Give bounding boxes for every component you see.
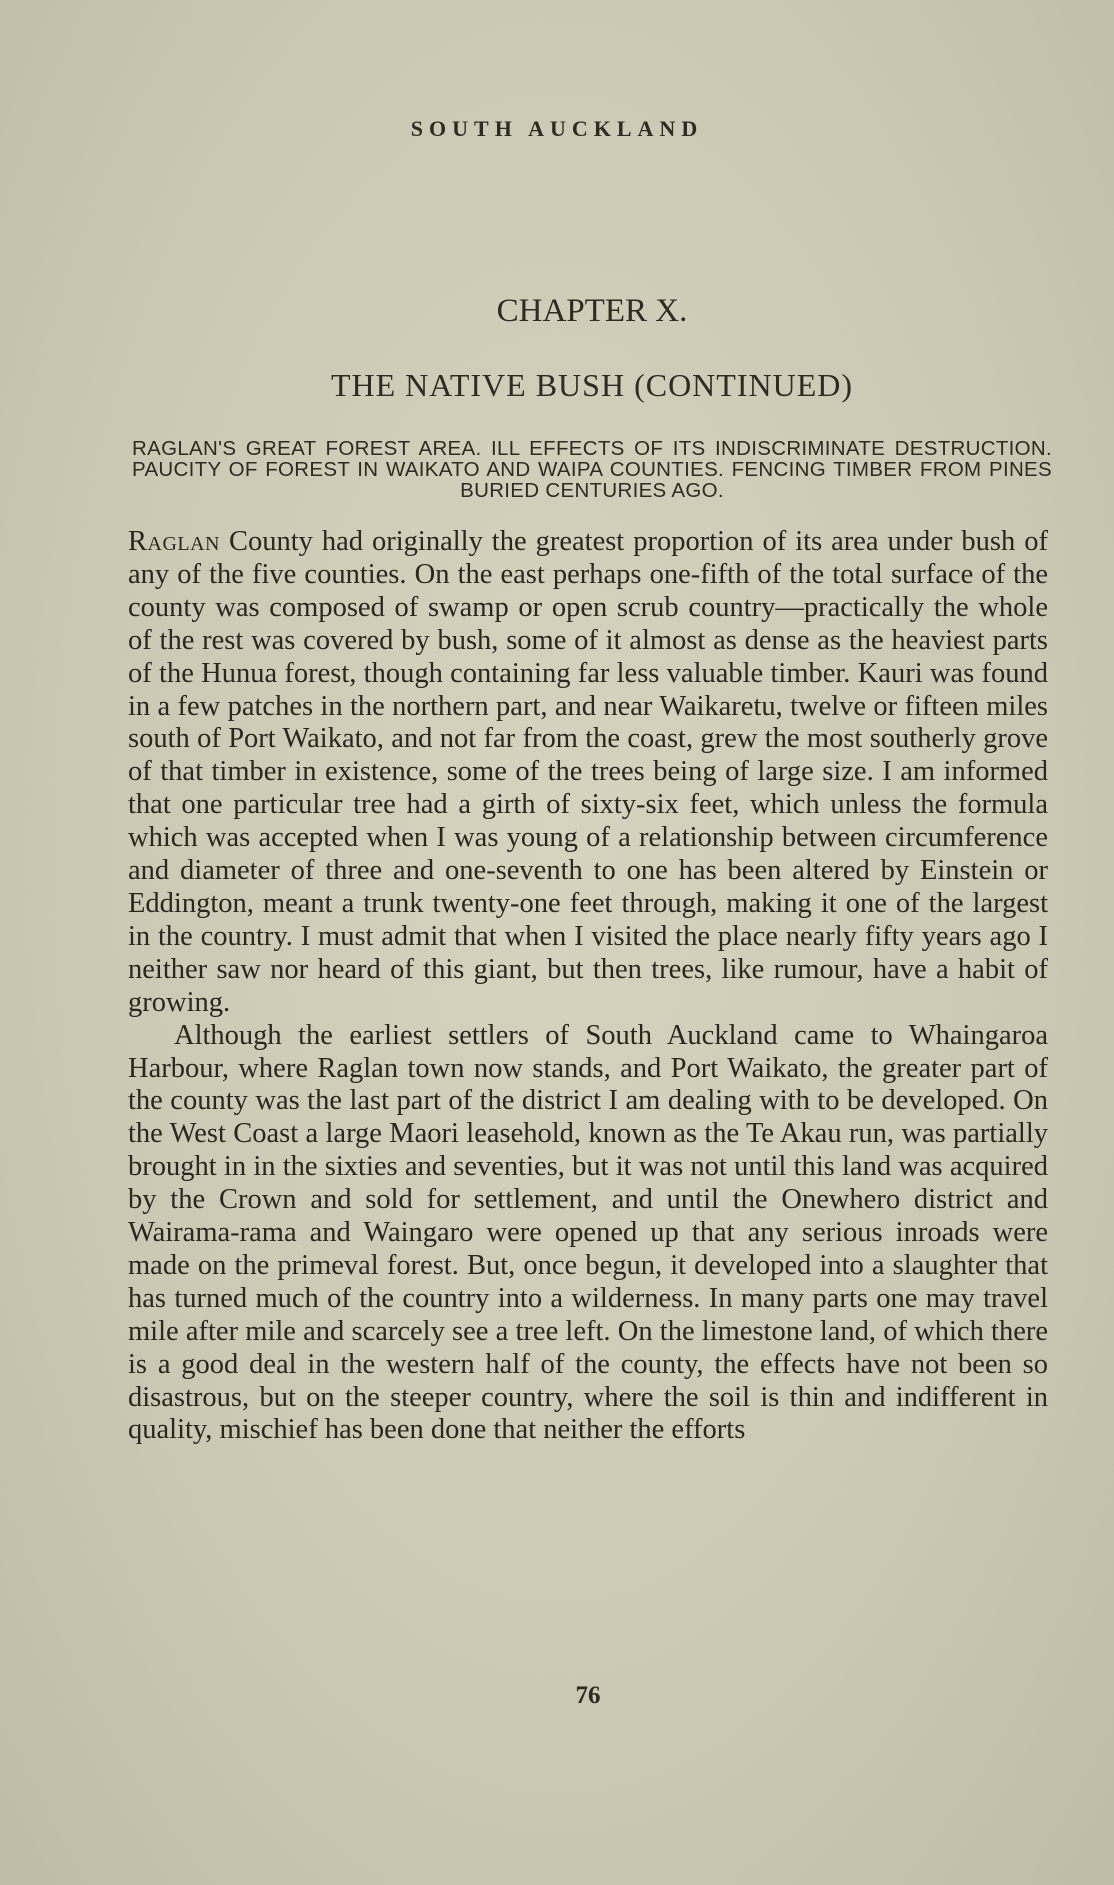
paragraph-lead-word: Raglan <box>128 526 220 557</box>
paragraph-1 <box>128 526 1048 1020</box>
paragraph-2: Although the earliest settlers of South Auckland came to Whaingaroa Harbour, where Raglan town now stands, and Port Waikato, the greater part of the county was the last part of the district I am dealing with to be developed. On the West Coast a large Maori leasehold, known as the Te Akau run, was partially brought in in the sixties and seventies, but it was not until this land was acquired by the Crown and sold for settlement, and until the Onewhero district and Wairama-rama and Waingaro were opened up that any serious inroads were made on the primeval forest. But, once begun, it developed into a slaughter that has turned much of the country into a wilderness. In many parts one may travel mile after mile and scarcely see a tree left. On the limestone land, of which there is a good deal in the western half of the county, the effects have not been so disastrous, but on the steeper country, where the soil is thin and indifferent in quality, mischief has been done that neither the efforts <box>128 1019 1048 1446</box>
body-text <box>128 526 1048 1447</box>
paragraph-1-text: County had originally the greatest proportion of its area under bush of any of the five counties. On the east perhaps one-fifth of the total surface of the county was composed of swamp or open scrub country—practically the whole of the rest was covered by bush, some of it almost as dense as the heaviest parts of the Hunua forest, though containing far less valuable timber. Kauri was found in a few patches in the northern part, and near Waikaretu, twelve or fifteen miles south of Port Waikato, and not far from the coast, grew the most southerly grove of that timber in existence, some of the trees being of large size. I am informed that one particular tree had a girth of sixty-six feet, which unless the formula which was accepted when I was young of a relationship between circumference and diameter of three and one-seventh to one has been altered by Einstein or Eddington, meant a trunk twenty-one feet through, making it one of the largest in the country. I must admit that when I visited the place nearly fifty years ago I neither saw nor heard of this giant, but then trees, like rumour, have a habit of growing. <box>128 526 1048 1018</box>
page-number: 76 <box>575 1682 601 1709</box>
section-title: THE NATIVE BUSH (CONTINUED) <box>330 367 854 403</box>
chapter-summary: RAGLAN'S GREAT FOREST AREA. ILL EFFECTS OF ITS INDISCRIMINATE DESTRUCTION. PAUCITY OF FOREST IN WAIKATO AND WAIPA COUNTIES. FENCING TIMBER FROM PINES BURIED CENTURIES AGO. <box>132 437 1052 502</box>
chapter-title: CHAPTER X. <box>496 293 688 329</box>
running-head: SOUTH AUCKLAND <box>410 116 704 141</box>
